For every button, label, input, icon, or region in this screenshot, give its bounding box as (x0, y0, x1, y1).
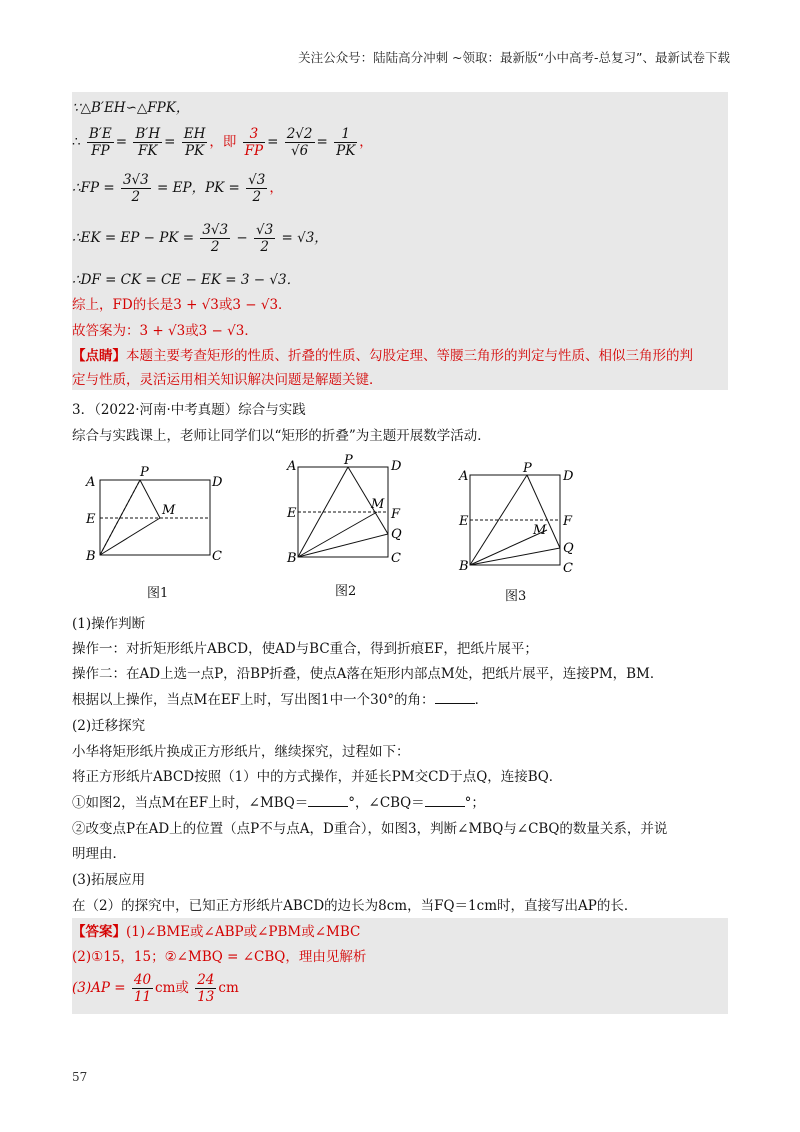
problem-q2-1: ①如图2，当点M在EF上时，∠MBQ＝ °，∠CBQ＝ °； (72, 795, 485, 811)
fig1-label-d: D (212, 475, 223, 490)
answer-blank (435, 691, 475, 704)
fig1-label-m: M (162, 503, 176, 518)
fig2-label-p: P (344, 453, 353, 468)
fig1-label-c: C (212, 549, 222, 564)
problem-q2-2-cont: 明理由． (72, 846, 126, 862)
answer-line-3: (3)AP = $\frac{40}{11}$ cm或 $\frac{24}{13}$ cm (72, 972, 239, 1005)
fig2-label-e: E (287, 506, 297, 521)
problem-op-2: 操作二：在AD上选一点P，沿BP折叠，使点A落在矩形内部点M处，把纸片展平，连接PM，BM． (72, 666, 664, 682)
fig2-label-m: M (371, 497, 385, 512)
fig2-label-f: F (391, 507, 401, 522)
fig1-label-e: E (86, 512, 96, 527)
fig1-label-a: A (86, 475, 96, 490)
answer-line-2: (2)①15，15；②∠MBQ = ∠CBQ，理由见解析 (72, 949, 367, 965)
problem-p7: 将正方形纸片ABCD按照（1）中的方式操作，并延长PM交CD于点Q，连接BQ． (72, 769, 563, 785)
problem-title: 3．（2022·河南·中考真题）综合与实践 (72, 402, 306, 418)
solution-line-4: ∴EK = EP − PK = $\frac{3√3}{2}$ − $\frac{√3}{2}$ = √3， (72, 222, 328, 255)
solution-line-1: ∵△B′EH∽△FPK， (72, 100, 190, 116)
page-header: 关注公众号：陆陆高分冲刺 ~领取：最新版“小中高考-总复习”、最新试卷下载 (298, 50, 730, 65)
fig1-label-b: B (86, 549, 96, 564)
figure-2 (283, 452, 413, 577)
page-number: 57 (72, 1070, 88, 1084)
problem-part-2-heading: (2)迁移探究 (72, 718, 146, 734)
fig3-label-d: D (563, 469, 574, 484)
fig2-caption: 图2 (335, 584, 357, 599)
fig3-caption: 图3 (505, 589, 527, 604)
problem-p6: 小华将矩形纸片换成正方形纸片，继续探究，过程如下： (72, 744, 410, 760)
fig3-label-e: E (459, 514, 469, 529)
solution-line-2: ∴ $\frac{B'E}{FP}$ = $\frac{B'H}{FK}$ = $\frac{EH}{PK}$ ，即 $\frac{3}{FP}$ = $\frac{2√2}{√6}$ = $\frac{1}{PK}$ ， (72, 126, 373, 159)
fig1-label-p: P (140, 465, 149, 480)
fig2-label-a: A (287, 459, 297, 474)
figure-1 (80, 460, 230, 570)
solution-line-7: 故答案为：3 + √3或3 − √3． (72, 323, 258, 339)
answer-blank (308, 794, 348, 807)
solution-line-3: ∴FP = $\frac{3√3}{2}$ = EP，PK = $\frac{√3}{2}$ ， (72, 172, 283, 205)
fig3-label-f: F (563, 514, 573, 529)
problem-q2-2: ②改变点P在AD上的位置（点P不与点A，D重合），如图3，判断∠MBQ与∠CBQ的数量关系，并说 (72, 821, 668, 837)
fig2-label-b: B (287, 551, 297, 566)
problem-part-3-heading: (3)拓展应用 (72, 872, 146, 888)
answer-line-1: 【答案】(1)∠BME或∠ABP或∠PBM或∠MBC (72, 924, 361, 940)
problem-op-1: 操作一：对折矩形纸片ABCD，使AD与BC重合，得到折痕EF，把纸片展平； (72, 641, 538, 657)
fig3-label-c: C (563, 561, 573, 575)
problem-q1: 根据以上操作，当点M在EF上时，写出图1中一个30°的角： ． (72, 692, 489, 708)
solution-line-5: ∴DF = CK = CE − EK = 3 − √3． (72, 272, 301, 288)
solution-line-9: 定与性质，灵活运用相关知识解决问题是解题关键． (72, 372, 383, 388)
problem-intro: 综合与实践课上，老师让同学们以“矩形的折叠”为主题开展数学活动． (72, 428, 491, 444)
problem-q3: 在（2）的探究中，已知正方形纸片ABCD的边长为8cm，当FQ＝1cm时，直接写出AP的长． (72, 898, 638, 914)
fig1-caption: 图1 (147, 586, 169, 601)
figure-3 (455, 460, 585, 575)
fig3-label-b: B (459, 559, 469, 574)
solution-line-6: 综上，FD的长是3 + √3或3 − √3． (72, 297, 292, 313)
fig3-label-p: P (523, 461, 532, 476)
fig2-label-q: Q (391, 527, 402, 542)
problem-part-1-heading: (1)操作判断 (72, 616, 146, 632)
fig3-label-q: Q (563, 541, 574, 556)
answer-blank (425, 794, 465, 807)
fig3-label-a: A (459, 469, 469, 484)
fig3-label-m: M (533, 523, 547, 538)
solution-line-8: 【点睛】本题主要考查矩形的性质、折叠的性质、勾股定理、等腰三角形的判定与性质、相似三角形的判 (72, 348, 693, 364)
fig2-label-c: C (391, 551, 401, 566)
fig2-label-d: D (391, 459, 402, 474)
